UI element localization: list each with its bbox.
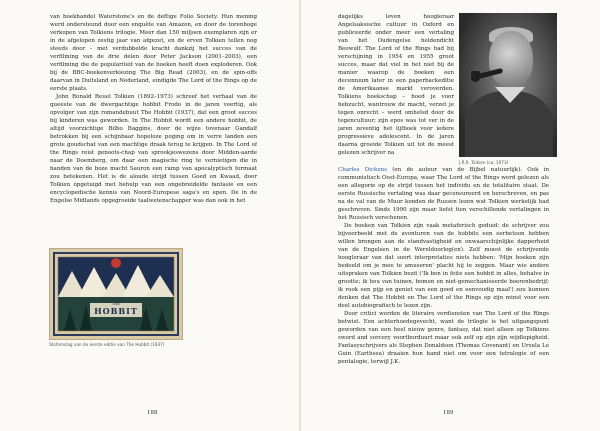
right-top-text-block [338,13,454,166]
page-number-right: 189 [443,410,454,416]
cover-title: HOBBIT [94,306,138,316]
tolkien-portrait-photo [459,13,557,157]
left-text-block [50,13,257,245]
hobbit-cover-art [50,249,182,339]
right-paragraph-1-rest: (en de auteur van de Bijbel natuurlijk). Ook in communistisch Oost-Europa, waar The Lord of the Rings werd gelezen als een allegorie op de strijd tussen het individu en de totalitaire staat. De eerste Russische vertaling was daar gecensureerd en herschreven, en pas na de val van de Muur konden de Russen lezen wat Tolkien werkelijk had geschreven. Sinds 1990 zijn maar liefst tien verschillende vertalingen in het Russisch verschenen. [338,167,549,221]
photo-caption: J.R.R. Tolkien (ca. 1973) [459,160,509,165]
hobbit-cover-image [49,248,183,340]
cover-caption: Stofomslag van de eerste editie van The Hobbit (1937) [49,342,165,347]
right-paragraph-3: Door critici worden de literaire verdiensten van The Lord of the Rings betwist. Een achterhoedegevecht, want de trilogie is het uitgangspunt geworden van een heel nieuw genre, fantasy, dat niet alleen op Tolkiens sword and sorcery voortborduurt maar ook zelf op zijn zijn wijdlopigheid. Fantasyschrijvers als Stephen Donaldson (Thomas Covenant) en Ursula Le Guin (Earthsea) draaien hun hand niet om voor een tetralogie of een pentalogie, terwijl J.K. [338,311,549,365]
right-paragraph-1 [338,166,549,222]
right-paragraph-2: De boeken van Tolkien zijn vaak metaforisch geduid: de schrijver zou bijvoorbeeld met de avonturen van de hobbits een eerbetoon hebben willen brengen aan de standvastigheid en onwaarschijnlijke dapperheid van de Engelsen in de Wereldoorlog(en). Zelf moest de schrijvende hoogleraar van dat soort interpretaties niets hebben: 'Mijn boeken zijn bedoeld om je mee te amuseren' placht hij te zeggen. Maar wie andere uitspraken van Tolkien bezit ('Ik ben in feite een hobbit in alles, behalve in grootte; ik hou van tuinen, bomen en niet-gemechaniseerde boerenbedrijf; ik rook een pijp en geniet van een goed en eenvoudig maal') zou kunnen denken dat The Hobbit en The Lord of the Rings op zijn minst voor een deel autobiografisch te lezen zijn. [338,223,549,309]
left-page [0,0,299,431]
right-page [301,0,600,431]
highlight-link[interactable]: Charles Dickens [338,167,387,173]
left-paragraph-2: John Ronald Reuel Tolkien (1892–1973) schreef het verhaal van de queeste van de dwergachtige hobbit Frodo in de jaren veertig, als opvolger van zijn romandebuut The Hobbit (1937), dat een groot succes bij kinderen was geworden. In The Hobbit wordt een andere hobbit, de altijd voorzichtige Bilbo Baggins, door de wijze tovenaar Gandalf betrokken bij een schijnbaar hopeloze poging om in verre landen een grote goudschat van een machtige draak terug te krijgen. In The Lord of the Rings reist genoots-chap van sprookjeswezens door Midden-aarde naar de Doemberg, om daar een magische ring te vernietigen die in handen van de boze macht Sauron een ramp van apocalyptisch formaat zou betekenen. Het is de aloude strijd tussen Goed en Kwaad, door Tolkien opgetuigd met behulp van een ongebreidelde fantasie en een encyclopedische kennis van Noord-Europese saga's en epen. De in de Engelse Midlands opgegroeide taalwetenschapper was dan ook in het [50,94,257,204]
page-number-left: 188 [147,410,158,416]
right-bottom-text-block [338,166,549,416]
right-paragraph-top: dagelijks leven hoogleraar Angelsaksische cultuur in Oxford en publiceerde onder meer een vertaling van het Oudengelse heldendicht Beowulf. The Lord of the Rings had bij verschijning in 1954 en 1955 groot succes, maar dat viel in het niet bij de manier waarop de boeken een decennium later in een paperbackeditie de Amerikaanse markt veroverden. Tolkiens boekschap – hoed je voor hebzucht, wantrouw de macht, verzet je tegen onrecht – werd omhelsd door de tegencultuur; zijn epos was tot ver in de jaren zeventig het lijfboek voor iedere progressieve adolescent. In de jaren daarna groeide Tolkien uit tot de meest gelezen schrijver na [338,14,454,156]
cover-title-prefix: THE [112,302,120,306]
left-paragraph-1: van boekhandel Waterstone's en de deftige Folio Society. Hun mening werd ondersteund door een enquête van Amazon, en door de torenhoge verkopen van Tolkiens trilogie. Meer dan 150 miljoen exemplaren zijn er in de afgelopen zestig jaar van afgezet, en de erven Tolkien tellen nog steeds door – met verdubbelde kracht dankzij het succes van de verfilming van de drie delen door Peter Jackson (2001–2003), een verfilming die de populariteit van de boeken heeft doen exploderen. Ook bij de BBC-boekenverkiezing The Big Read (2003), en de spin-offs daarvan in Duitsland en Nederland, eindigde The Lord of the Rings op de eerste plaats. [50,14,257,92]
